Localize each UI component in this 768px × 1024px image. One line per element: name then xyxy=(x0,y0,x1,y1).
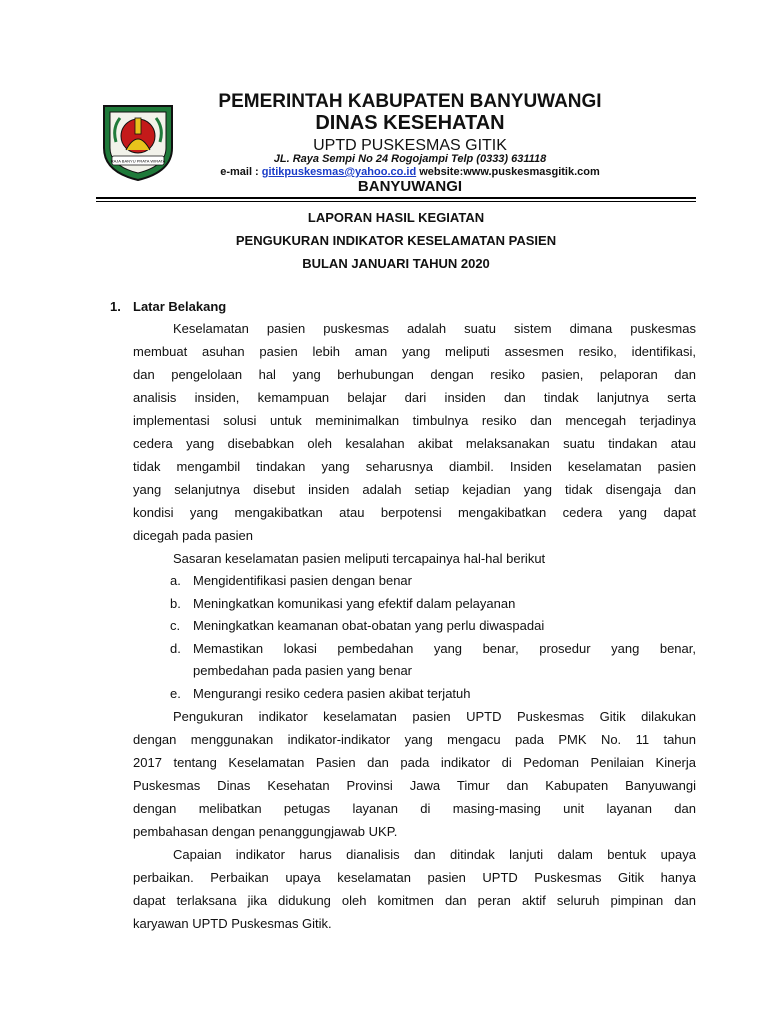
letterhead-address: JL. Raya Sempi No 24 Rogojampi Telp (0333) 631118 xyxy=(273,153,547,165)
paragraph-line: dicegah pada pasien xyxy=(133,528,253,543)
list-item-continuation: pembedahan pada pasien yang benar xyxy=(193,663,413,678)
paragraph-line: pembahasan dengan penanggungjawab UKP. xyxy=(133,824,398,839)
section-number: 1. xyxy=(110,299,121,314)
list-item-text: Mengidentifikasi pasien dengan benar xyxy=(193,573,412,588)
list-item-text: Mengurangi resiko cedera pasien akibat terjatuh xyxy=(193,686,471,701)
list-item-label: b. xyxy=(170,596,181,611)
banyuwangi-emblem-logo xyxy=(96,98,180,182)
letterhead-city: BANYUWANGI xyxy=(357,178,463,195)
paragraph-line: cedera yang disebabkan oleh kesalahan akibat melaksanakan suatu tindakan atau xyxy=(133,436,696,451)
paragraph-line: Keselamatan pasien puskesmas adalah suatu sistem dimana puskesmas xyxy=(173,321,696,336)
logo-motto-text: RAJA BANYU PRATA WIRATA xyxy=(110,158,166,164)
letterhead-divider-thick xyxy=(96,197,696,199)
email-link[interactable]: gitikpuskesmas@yahoo.co.id xyxy=(261,166,417,178)
letterhead-unit: UPTD PUSKESMAS GITIK xyxy=(313,137,507,154)
report-title: LAPORAN HASIL KEGIATAN xyxy=(307,210,485,225)
paragraph-line: Capaian indikator harus dianalisis dan ditindak lanjuti dalam bentuk upaya xyxy=(173,847,696,862)
paragraph-line: tidak mengambil tindakan yang seharusnya diambil. Insiden keselamatan pasien xyxy=(133,459,696,474)
list-item-text: Meningkatkan komunikasi yang efektif dalam pelayanan xyxy=(193,596,516,611)
paragraph-line: Puskesmas Dinas Kesehatan Provinsi Jawa Timur dan Kabupaten Banyuwangi xyxy=(133,778,696,793)
list-intro: Sasaran keselamatan pasien meliputi tercapainya hal-hal berikut xyxy=(173,551,546,566)
letterhead-divider-thin xyxy=(96,201,696,202)
paragraph-line: yang selanjutnya disebut insiden adalah setiap kejadian yang tidak disengaja dan xyxy=(133,482,696,497)
list-item-label: a. xyxy=(170,573,181,588)
letterhead-department: DINAS KESEHATAN xyxy=(315,112,505,134)
paragraph-line: dapat terlaksana jika didukung oleh komitmen dan peran aktif seluruh pimpinan dan xyxy=(133,893,696,908)
website-text: website:www.puskesmasgitik.com xyxy=(416,166,600,178)
report-subtitle: PENGUKURAN INDIKATOR KESELAMATAN PASIEN xyxy=(235,233,557,248)
letterhead-government: PEMERINTAH KABUPATEN BANYUWANGI xyxy=(218,91,602,112)
paragraph-line: perbaikan. Perbaikan upaya keselamatan pasien UPTD Puskesmas Gitik hanya xyxy=(133,870,696,885)
list-item-text: Meningkatkan keamanan obat-obatan yang perlu diwaspadai xyxy=(193,618,545,633)
paragraph-line: karyawan UPTD Puskesmas Gitik. xyxy=(133,916,332,931)
email-label: e-mail : xyxy=(220,166,262,178)
paragraph-line: membuat asuhan pasien lebih aman yang meliputi assesmen resiko, identifikasi, xyxy=(133,344,696,359)
list-item-label: e. xyxy=(170,686,181,701)
section-heading xyxy=(110,299,226,314)
letterhead-contact xyxy=(190,166,630,178)
paragraph-line: implementasi solusi untuk meminimalkan timbulnya resiko dan mencegah terjadinya xyxy=(133,413,696,428)
paragraph-line: dan pengelolaan hal yang berhubungan dengan resiko pasien, pelaporan dan xyxy=(133,367,696,382)
list-item-label: c. xyxy=(170,618,181,633)
paragraph-line: analisis insiden, kemampuan belajar dari insiden dan tindak lanjutnya serta xyxy=(133,390,696,405)
section-title: Latar Belakang xyxy=(133,299,227,314)
paragraph-line: 2017 tentang Keselamatan Pasien dan pada indikator di Pedoman Penilaian Kinerja xyxy=(133,755,696,770)
paragraph-line: dengan menggunakan indikator-indikator yang mengacu pada PMK No. 11 tahun xyxy=(133,732,696,747)
paragraph-line: Pengukuran indikator keselamatan pasien UPTD Puskesmas Gitik dilakukan xyxy=(173,709,696,724)
list-item-label: d. xyxy=(170,641,181,656)
paragraph-line: kondisi yang mengakibatkan atau berpotensi mengakibatkan cedera yang dapat xyxy=(133,505,696,520)
paragraph-line: dengan melibatkan petugas layanan di masing-masing unit layanan dan xyxy=(133,801,696,816)
report-period: BULAN JANUARI TAHUN 2020 xyxy=(302,256,490,271)
list-item-text: Memastikan lokasi pembedahan yang benar, prosedur yang benar, xyxy=(193,641,696,656)
